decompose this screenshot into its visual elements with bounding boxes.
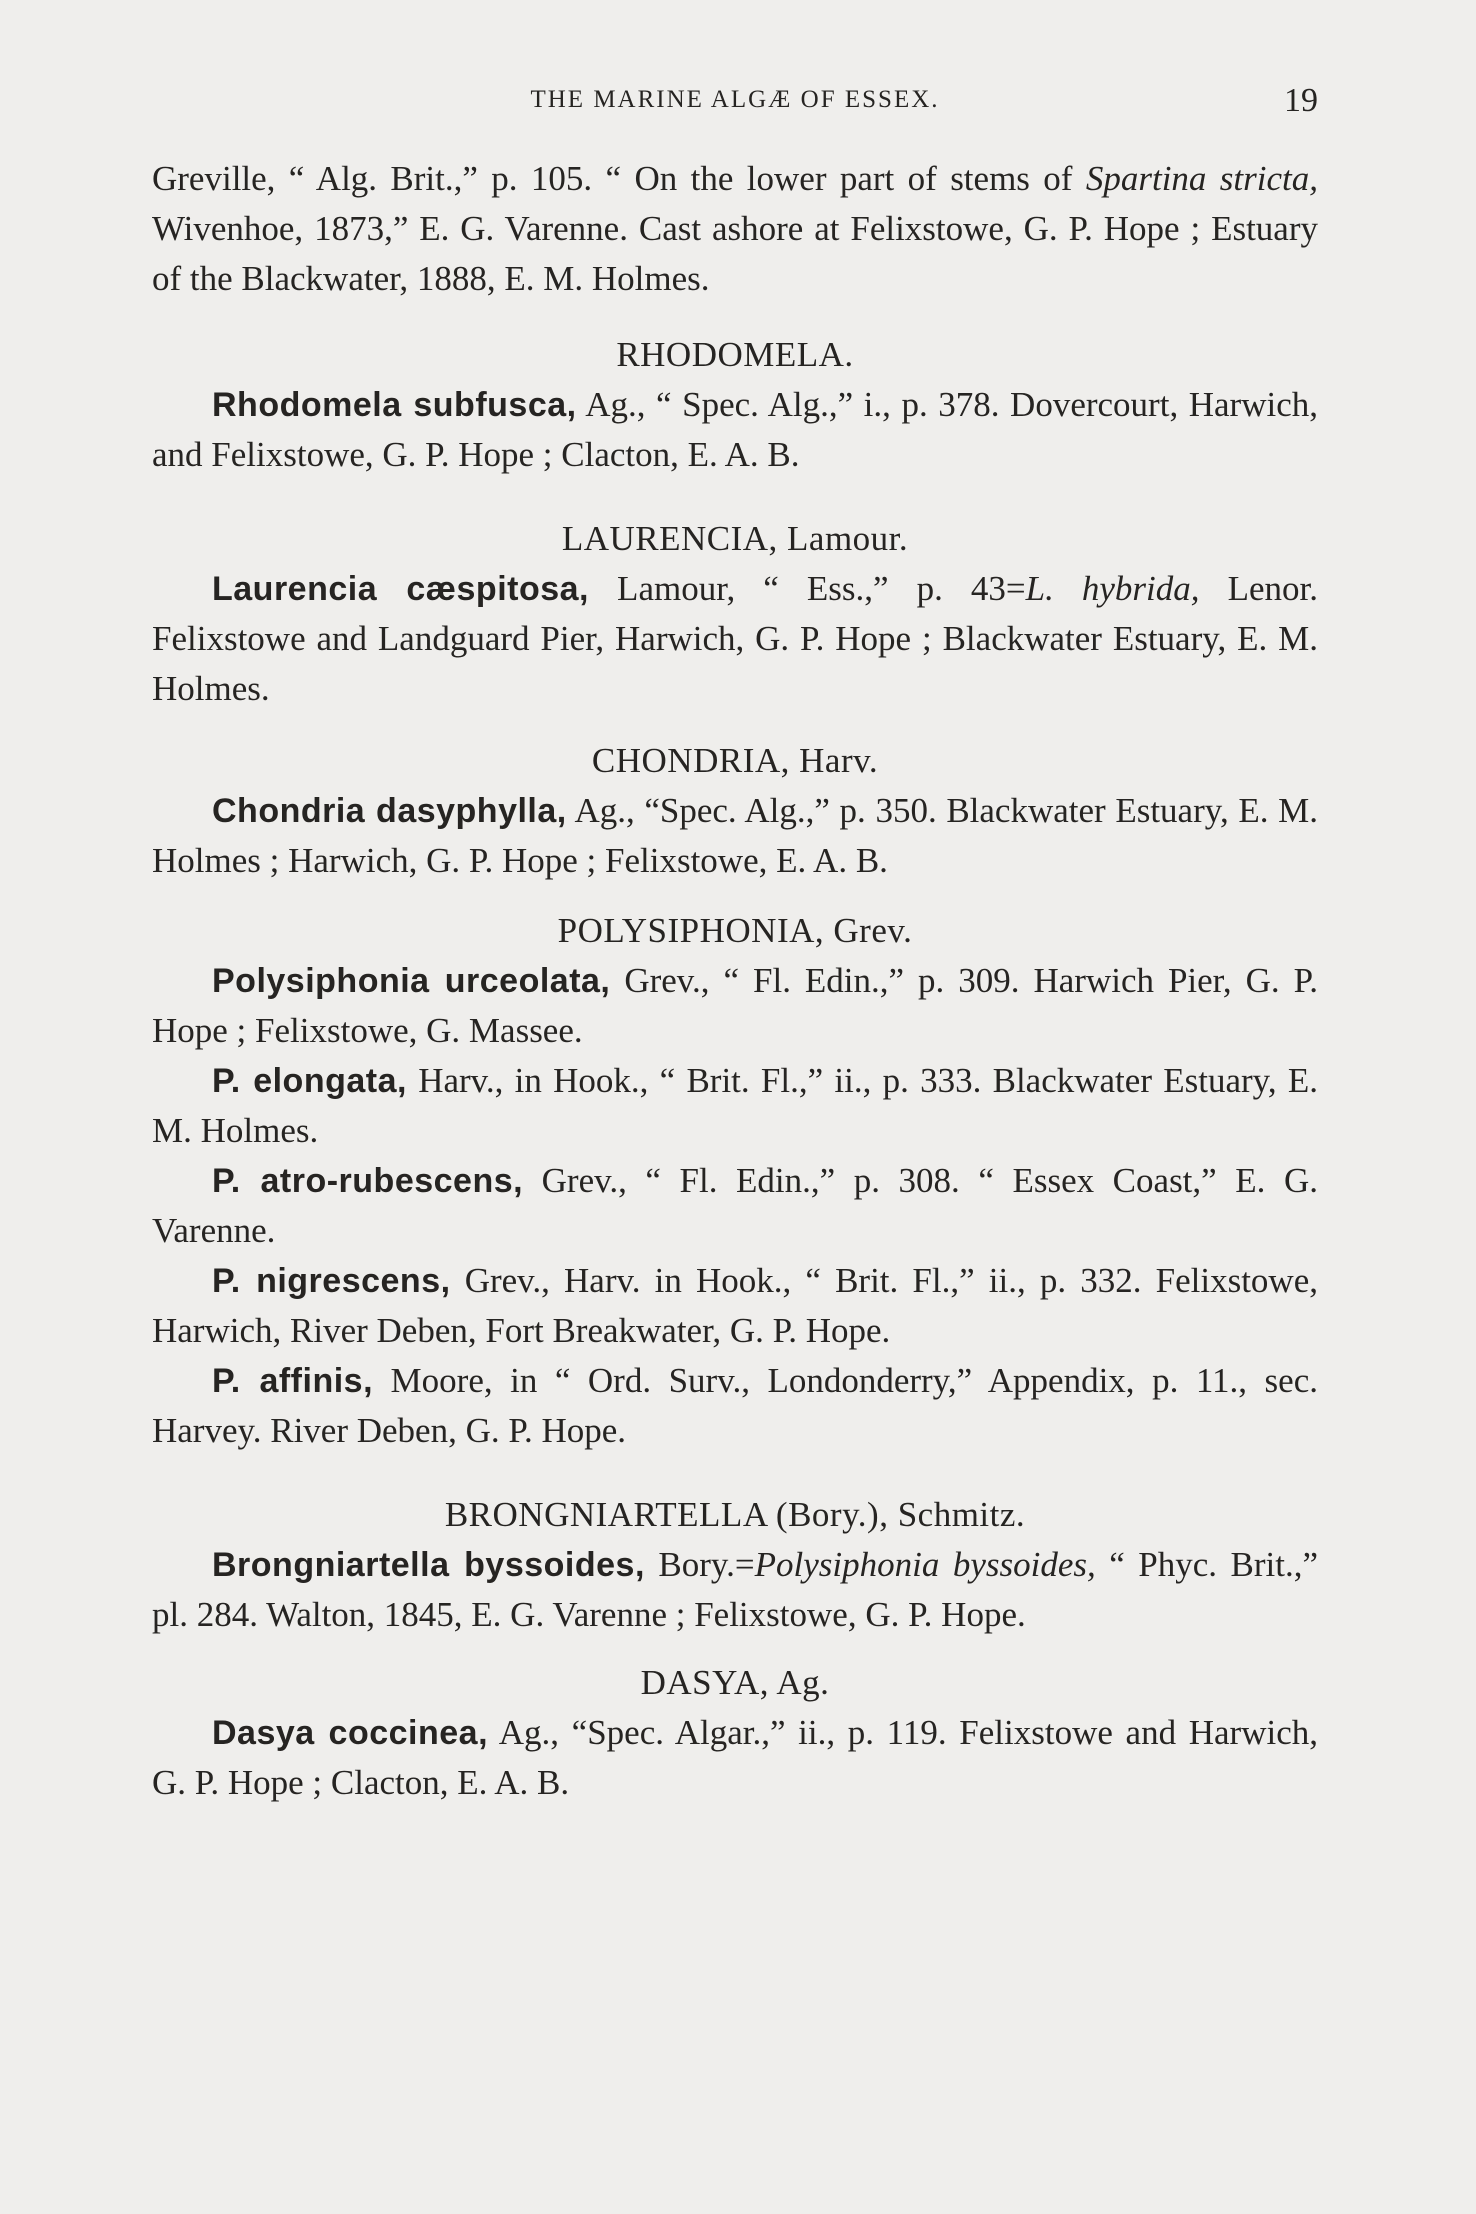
species-name: Rhodomela subfusca,: [212, 386, 577, 424]
italic-taxon: Spartina stricta,: [1085, 159, 1318, 198]
genus-heading: BRONGNIARTELLA (Bory.), Schmitz.: [444, 1495, 1026, 1534]
entry-text: Moore, in “ Ord. Surv., Londonderry,” Appendix, p. 11., sec. Harvey. River Deben, G. P. Hope.: [152, 1361, 1318, 1450]
species-name: P. affinis,: [212, 1362, 374, 1400]
species-name: Polysiphonia urceolata,: [212, 962, 611, 1000]
species-name: Dasya coccinea,: [212, 1714, 489, 1752]
species-entry: [152, 1708, 1318, 1808]
species-entry: [152, 1256, 1318, 1356]
genus-heading: LAURENCIA, Lamour.: [561, 519, 909, 558]
entry-text: Ag., “Spec. Alg.,” p. 350. Blackwater Estuary, E. M. Holmes ; Harwich, G. P. Hope ; Felixstowe, E. A. B.: [152, 791, 1318, 880]
species-name: Chondria dasyphylla,: [212, 792, 567, 830]
genus-heading: DASYA, Ag.: [640, 1663, 830, 1702]
species-entry: [152, 1356, 1318, 1456]
page-body: [152, 154, 1318, 1808]
page-header: [152, 82, 1318, 126]
entry-text: Grev., Harv. in Hook., “ Brit. Fl.,” ii., p. 332. Felixstowe, Harwich, River Deben, Fort Breakwater, G. P. Hope.: [152, 1261, 1318, 1350]
entry-continuation: [152, 154, 1318, 304]
page-number: 19: [1284, 82, 1318, 119]
genus-heading: POLYSIPHONIA, Grev.: [557, 911, 913, 950]
species-name: P. elongata,: [212, 1062, 407, 1100]
entry-text: Grev., “ Fl. Edin.,” p. 308. “ Essex Coast,” E. G. Varenne.: [152, 1161, 1318, 1250]
entry-text: Ag., “Spec. Algar.,” ii., p. 119. Felixstowe and Harwich, G. P. Hope ; Clacton, E. A. B.: [152, 1713, 1318, 1802]
species-name: P. nigrescens,: [212, 1262, 451, 1300]
entry-text: Bory.=: [644, 1545, 755, 1584]
species-name: Laurencia cæspitosa,: [212, 570, 589, 608]
entry-text: Lamour, “ Ess.,” p. 43=: [589, 569, 1026, 608]
italic-taxon: Polysiphonia byssoides,: [754, 1545, 1096, 1584]
species-entry: [152, 1156, 1318, 1256]
entry-text: Lenor. Felixstowe and Landguard Pier, Harwich, G. P. Hope ; Blackwater Estuary, E. M. Holmes.: [152, 569, 1318, 708]
species-entry: [152, 1540, 1318, 1640]
species-name: Brongniartella byssoides,: [212, 1546, 645, 1584]
entry-text: Greville, “ Alg. Brit.,” p. 105. “ On the lower part of stems of: [152, 159, 1086, 198]
species-entry: [152, 786, 1318, 886]
species-entry: [152, 956, 1318, 1056]
running-title: THE MARINE ALGÆ OF ESSEX.: [530, 86, 940, 113]
species-entry: [152, 380, 1318, 480]
entry-text: Harv., in Hook., “ Brit. Fl.,” ii., p. 333. Blackwater Estuary, E. M. Holmes.: [152, 1061, 1319, 1150]
species-entry: [152, 564, 1318, 714]
genus-heading: CHONDRIA, Harv.: [591, 741, 879, 780]
species-entry: [152, 1056, 1318, 1156]
entry-text: Ag., “ Spec. Alg.,” i., p. 378. Dovercourt, Harwich, and Felixstowe, G. P. Hope ; Clacton, E. A. B.: [152, 385, 1319, 474]
species-name: P. atro-rubescens,: [212, 1162, 524, 1200]
italic-taxon: L. hybrida,: [1025, 569, 1200, 608]
entry-text: “ Phyc. Brit.,” pl. 284. Walton, 1845, E. G. Varenne ; Felixstowe, G. P. Hope.: [152, 1545, 1318, 1634]
entry-text: Grev., “ Fl. Edin.,” p. 309. Harwich Pier, G. P. Hope ; Felixstowe, G. Massee.: [152, 961, 1318, 1050]
genus-heading: RHODOMELA.: [616, 335, 854, 374]
entry-text: Wivenhoe, 1873,” E. G. Varenne. Cast ashore at Felixstowe, G. P. Hope ; Estuary of the Blackwater, 1888, E. M. Holmes.: [152, 209, 1318, 298]
